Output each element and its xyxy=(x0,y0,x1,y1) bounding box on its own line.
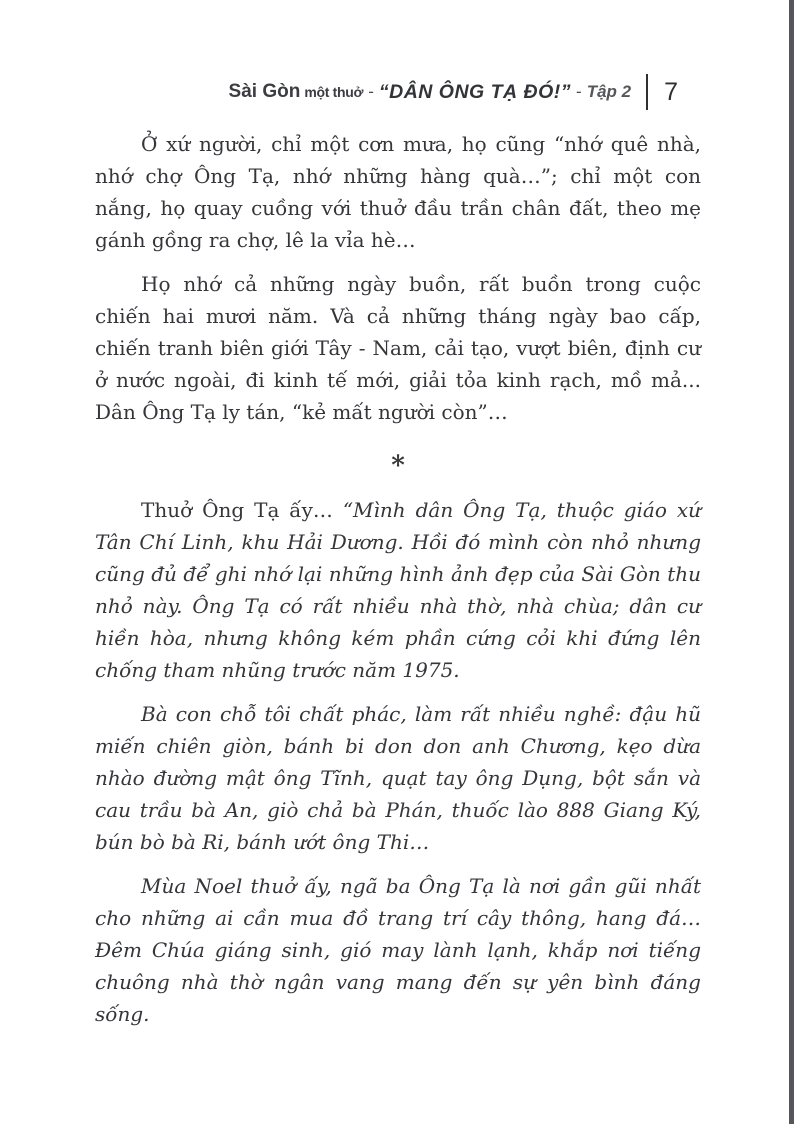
paragraph-segment: Thuở Ông Tạ ấy… xyxy=(141,498,343,522)
paragraph-segment: Họ nhớ cả những ngày buồn, rất buồn trong cuộc chiến hai mươi năm. Và cả những tháng ngày bao cấp, chiến tranh biên giới Tây - Nam, cải tạo, vượt biên, định cư ở nước ngoài, đi kinh tế mới, giải tỏa kinh rạch, mồ mả... Dân Ông Tạ ly tán, “kẻ mất người còn”… xyxy=(95,272,701,424)
paragraph-segment-italic: Bà con chỗ tôi chất phác, làm rất nhiều nghề: đậu hũ miến chiên giòn, bánh bi don don anh Chương, kẹo dừa nhào đường mật ông Tĩnh, quạt tay ông Dụng, bột sắn và cau trầu bà An, giò chả bà Phán, thuốc lào 888 Giang Ký, bún bò bà Ri, bánh ướt ông Thi… xyxy=(95,702,701,854)
text-body xyxy=(95,128,701,1042)
paragraph-segment-italic: Mùa Noel thuở ấy, ngã ba Ông Tạ là nơi gần gũi nhất cho những ai cần mua đồ trang trí cây thông, hang đá… Đêm Chúa giáng sinh, gió may lành lạnh, khắp nơi tiếng chuông nhà thờ ngân vang mang đến sự yên bình đáng sống. xyxy=(95,874,701,1026)
paragraph-segment: Ở xứ người, chỉ một cơn mưa, họ cũng “nhớ quê nhà, nhớ chợ Ông Tạ, nhớ những hàng quà…”; chỉ một con nắng, họ quay cuồng với thuở đầu trần chân đất, theo mẹ gánh gồng ra chợ, lê la vỉa hè… xyxy=(95,132,701,252)
paragraph-2 xyxy=(95,268,701,428)
series-title: Sài Gòn xyxy=(228,81,301,102)
scan-edge-strip xyxy=(789,0,794,1124)
header-dash: - xyxy=(576,82,582,101)
book-title: “DÂN ÔNG TẠ ĐÓ!” xyxy=(378,80,572,103)
paragraph-4 xyxy=(95,698,701,858)
section-separator xyxy=(95,450,701,482)
paragraph-segment-italic: “Mình dân Ông Tạ, thuộc giáo xứ Tân Chí Linh, khu Hải Dương. Hồi đó mình còn nhỏ nhưng cũng đủ để ghi nhớ lại những hình ảnh đẹp của Sài Gòn thu nhỏ này. Ông Tạ có rất nhiều nhà thờ, nhà chùa; dân cư hiền hòa, nhưng không kém phần cứng cỏi khi đứng lên chống tham nhũng trước năm 1975. xyxy=(95,498,701,682)
running-header xyxy=(0,70,794,114)
paragraph-5 xyxy=(95,870,701,1030)
paragraph-segment: * xyxy=(391,451,405,481)
paragraph-1 xyxy=(95,128,701,256)
paragraph-3 xyxy=(95,494,701,686)
volume-label: Tập 2 xyxy=(586,82,632,101)
header-dash: - xyxy=(368,82,374,101)
header-divider xyxy=(646,74,648,110)
page-number: 7 xyxy=(664,77,678,106)
series-subtitle: một thuở xyxy=(304,84,364,100)
